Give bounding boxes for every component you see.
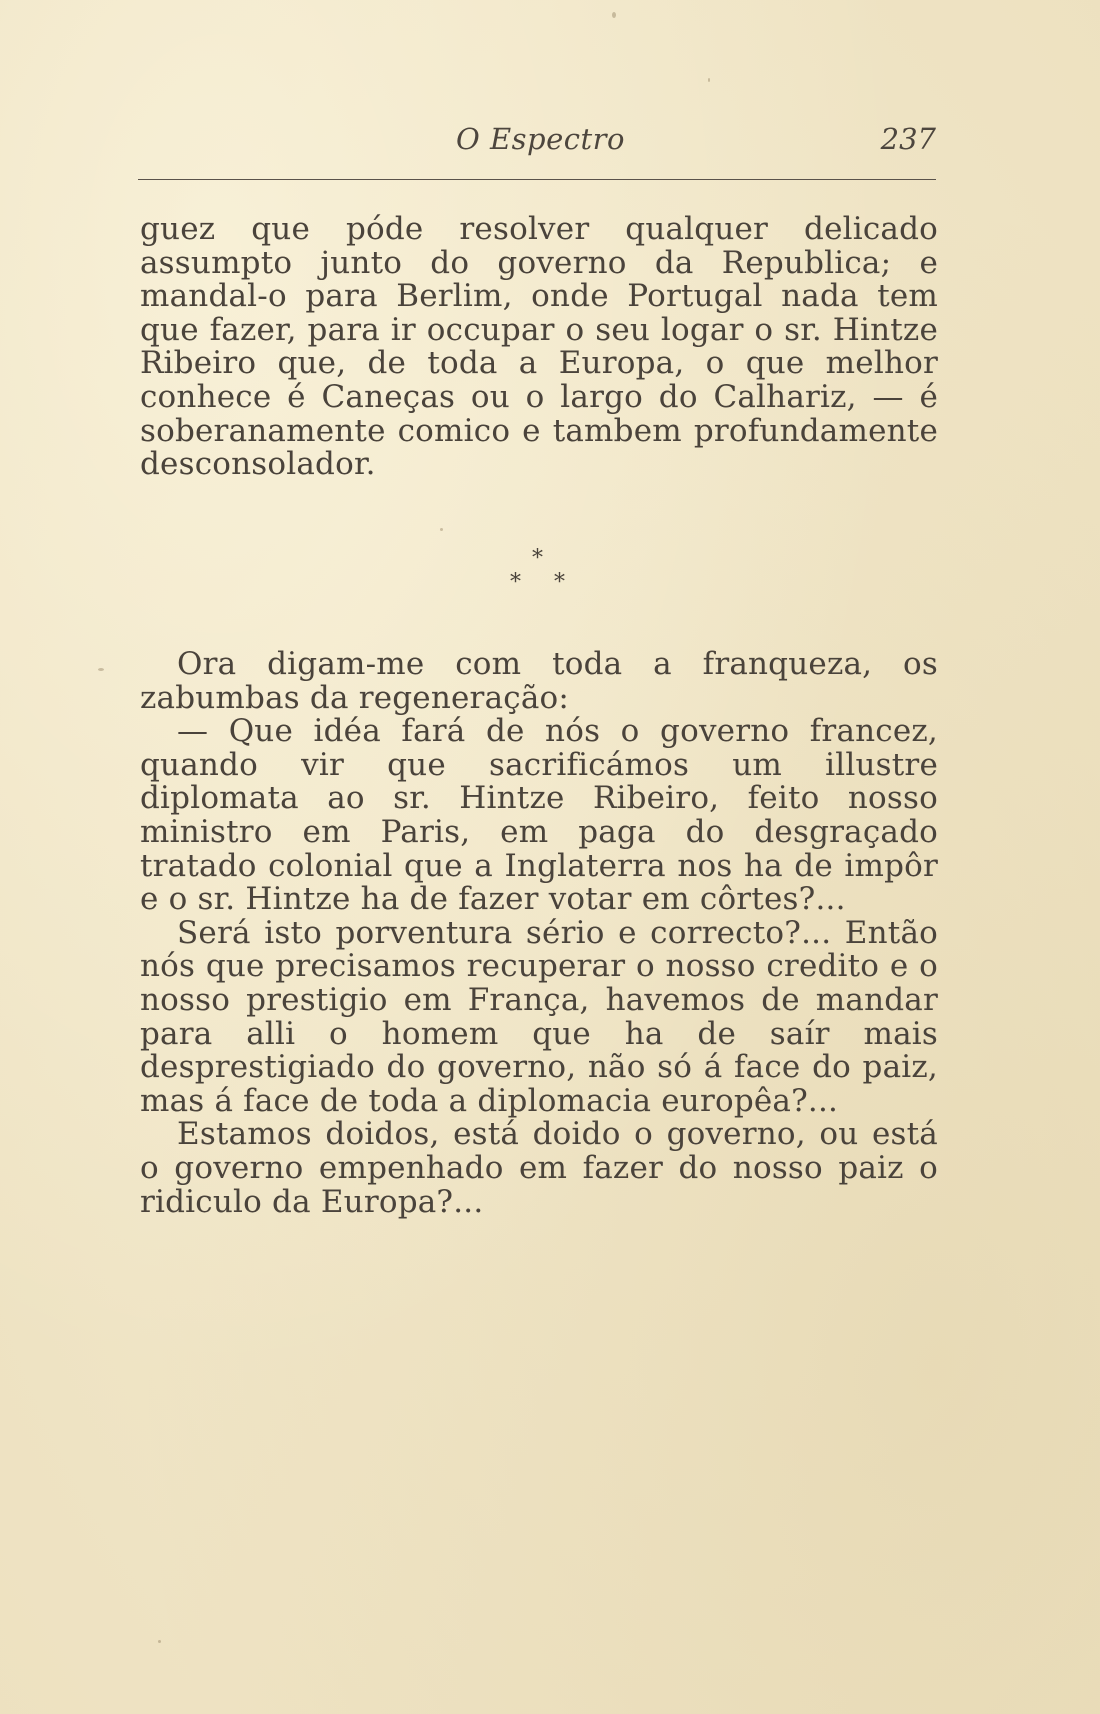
paragraph: — Que idéa fará de nós o governo francez, quando vir que sacrificámos um illustre diplomata ao sr. Hintze Ribeiro, feito nosso ministro em Paris, em paga do desgraçado tratado colonial que a Inglaterra nos ha de impôr e o sr. Hintze ha de fazer votar em côrtes?... [140,713,938,918]
paragraph: Estamos doidos, está doido o governo, ou está o governo empenhado em fazer do nosso paiz o ridiculo da Europa?... [140,1116,938,1220]
header-rule [138,179,936,180]
text-section-bottom [140,648,938,1219]
paper-speck [708,78,710,82]
running-title: O Espectro [456,122,625,156]
paper-speck [158,1640,161,1643]
running-header [138,122,936,162]
text-section-top [140,213,938,482]
paper-speck [612,12,616,18]
paragraph: Será isto porventura sério e correcto?... Então nós que precisamos recuperar o nosso credito e o nosso prestigio em França, havemos de mandar para alli o homem que ha de saír mais desprestigiado do governo, não só á face do paiz, mas á face de toda a diplomacia europêa?... [140,914,938,1119]
asterism-star-right: * [554,570,565,595]
asterism-divider [500,548,580,598]
paragraph-continued: guez que póde resolver qualquer delicado assumpto junto do governo da Republica; e mandal-o para Berlim, onde Portugal nada tem que fazer, para ir occupar o seu logar o sr. Hintze Ribeiro que, de toda a Europa, o que melhor conhece é Caneças ou o largo do Calhariz, — é soberanamente comico e tambem profundamente desconsolador. [140,211,938,483]
paper-speck [98,668,104,671]
paper-speck [440,528,443,531]
asterism-star-top: * [532,546,543,571]
asterism-star-left: * [510,570,521,595]
paragraph: Ora digam-me com toda a franqueza, os zabumbas da regeneração: [140,646,938,716]
page-number: 237 [880,122,936,156]
